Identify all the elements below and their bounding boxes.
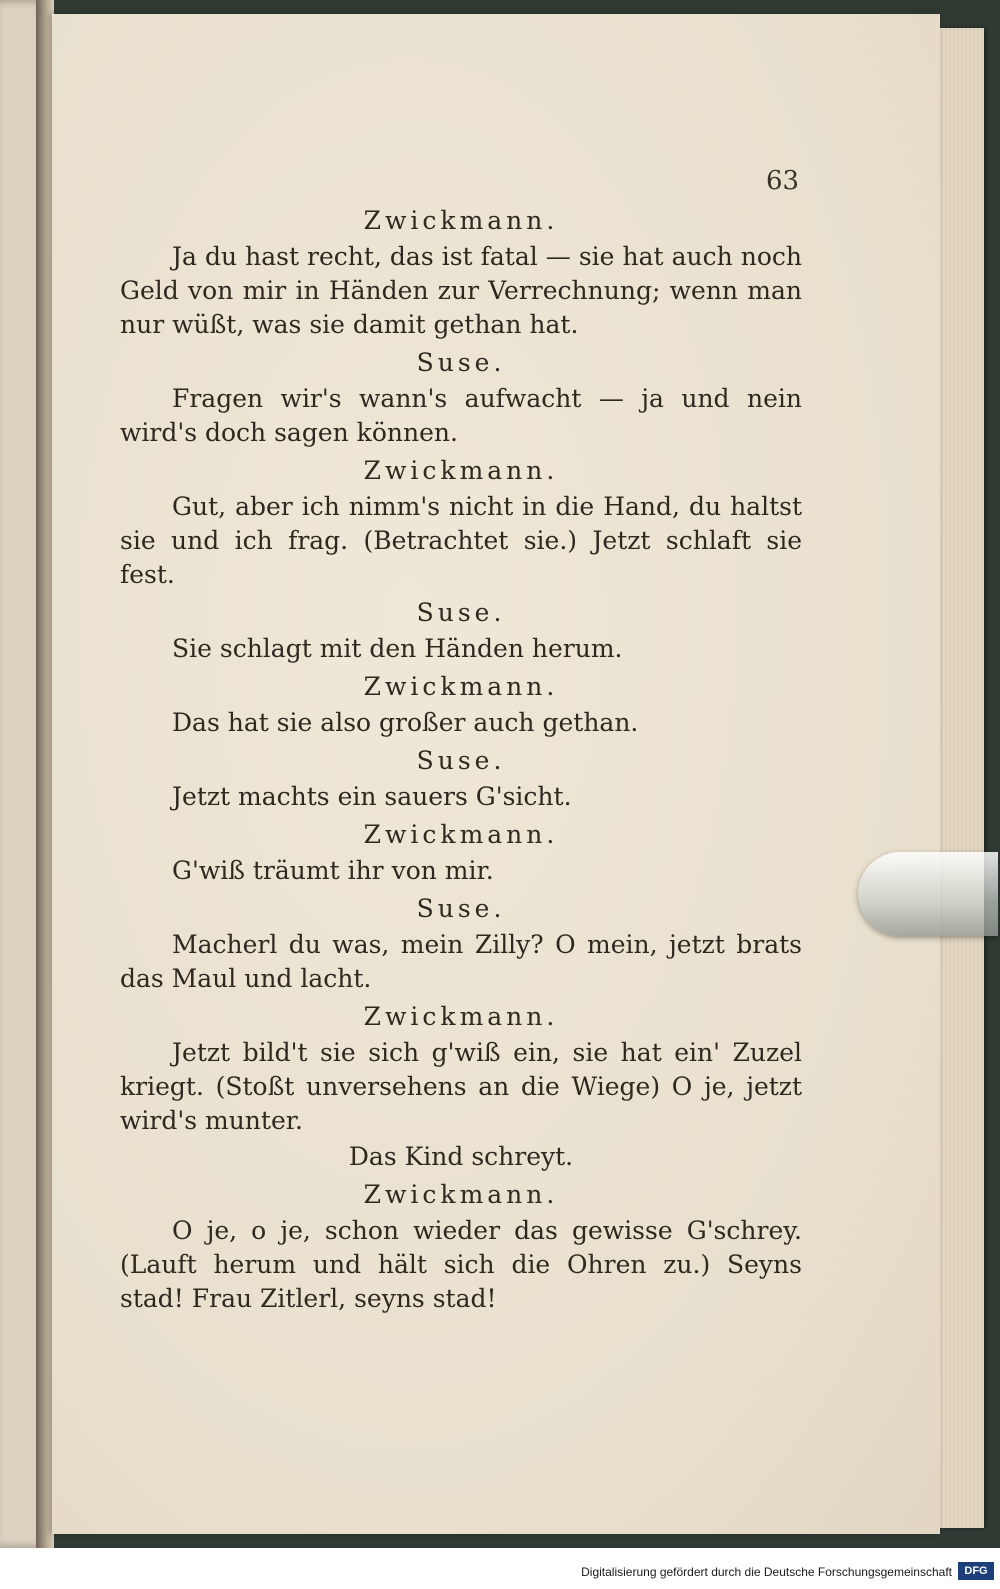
page-weight-glass [858,852,998,936]
speaker-heading: Zwickmann. [363,820,559,849]
dialogue-paragraph: Das hat sie also großer auch gethan. [172,708,639,737]
dialogue-paragraph: Macherl du was, mein Zilly? O mein, jetzt brats das Maul und lacht. [120,930,802,993]
dfg-logo: DFG [958,1562,994,1580]
page-text [120,200,802,1318]
stage-direction: Das Kind schreyt. [348,1142,574,1171]
speaker-heading: Zwickmann. [363,456,559,485]
page-number: 63 [766,166,800,196]
dialogue-paragraph: G'wiß träumt ihr von mir. [172,856,494,885]
speaker-heading: Zwickmann. [363,1002,559,1031]
dialogue-paragraph: O je, o je, schon wieder das gewisse G'schrey. (Lauft herum und hält sich die Ohren zu.) Seyns stad! Frau Zitlerl, seyns stad! [120,1216,802,1313]
speaker-heading: Zwickmann. [363,672,559,701]
speaker-heading: Suse. [416,598,506,627]
dialogue-paragraph: Gut, aber ich nimm's nicht in die Hand, du haltst sie und ich frag. (Betrachtet sie.) Jetzt schlaft sie fest. [120,492,802,589]
dialogue-paragraph: Fragen wir's wann's aufwacht — ja und nein wird's doch sagen können. [120,384,802,447]
speaker-heading: Suse. [416,894,506,923]
dialogue-paragraph: Ja du hast recht, das ist fatal — sie hat auch noch Geld von mir in Händen zur Verrechnung; wenn man nur wüßt, was sie damit gethan hat. [120,242,802,339]
dialogue-paragraph: Sie schlagt mit den Händen herum. [172,634,623,663]
dialogue-paragraph: Jetzt bild't sie sich g'wiß ein, sie hat ein' Zuzel kriegt. (Stoßt unversehens an die Wiege) O je, jetzt wird's munter. [120,1038,802,1135]
speaker-heading: Suse. [416,348,506,377]
footer-credit: Digitalisierung gefördert durch die Deutsche Forschungsgemeinschaft [581,1565,952,1579]
speaker-heading: Suse. [416,746,506,775]
speaker-heading: Zwickmann. [363,206,559,235]
dialogue-paragraph: Jetzt machts ein sauers G'sicht. [172,782,572,811]
speaker-heading: Zwickmann. [363,1180,559,1209]
